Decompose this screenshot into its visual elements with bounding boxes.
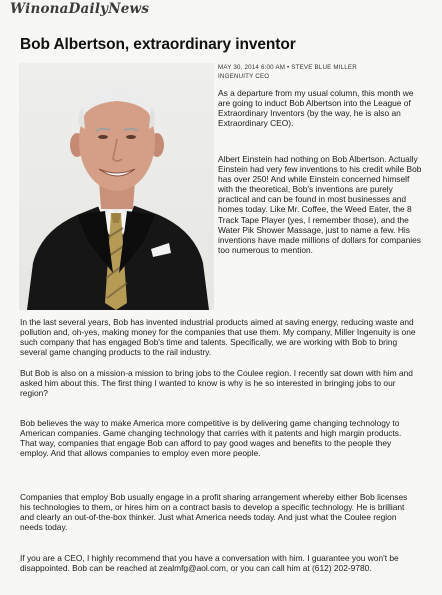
article-paragraph-contact: If you are a CEO, I highly recommend that you have a conversation with him. I guarantee you won't be disappointed. Bob can be reached at zealmfg@aol.com, or you can call him at (612) 202-9780. [20, 553, 399, 574]
article-headline: Bob Albertson, extraordinary inventor [20, 36, 296, 53]
byline-date-author: MAY 30, 2014 6:00 AM • STEVE BLUE MILLER [218, 64, 357, 71]
byline-title: INGENUITY CEO [218, 73, 270, 80]
article-paragraph-profit-sharing: Companies that employ Bob usually engage in a profit sharing arrangement whereby either Bob licenses his technologies to them, or hires him on a contract basis to develop a specific technology. He is brilliant and clearly an out-of-the-box thinker. Just what America needs today. And just what the Coulee region needs today. [20, 492, 408, 533]
article-paragraph-einstein: Albert Einstein had nothing on Bob Albertson. Actually Einstein had very few inventions to his credit while Bob has over 250! And while Einstein concerned himself with the theoretical, Bob's inventions are purely practical and can be found in most businesses and homes today. Like Mr. Coffee, the Weed Eater, the 8 Track Tape Player (yes, I remember those), and the Water Pik Shower Massage, just to name a few. His inventions have made millions of dollars for companies too numerous to mention. [218, 154, 422, 255]
article-paragraph-intro: As a departure from my usual column, this month we are going to induct Bob Albertson into the League of Extraordinary Inventors (by the way, he is also an Extraordinary CEO). [218, 88, 414, 129]
portrait-illustration [19, 63, 214, 310]
article-paragraph-mission: But Bob is also on a mission-a mission to bring jobs to the Coulee region. I recently sat down with him and asked him about this. The first thing I wanted to know is why is he so interested in bringing jobs to our region? [20, 368, 413, 399]
article-paragraph-industrial-products: In the last several years, Bob has invented industrial products aimed at saving energy, reducing waste and pollution and, oh-yes, making money for the companies that use them. My company, Miller Ingenuity is one such company that has engaged Bob's time and talents. Specifically, we are working with Bob to bring several game changing products to the rail industry. [20, 317, 416, 358]
author-portrait-photo [19, 63, 214, 310]
article-byline [218, 63, 357, 81]
newspaper-masthead: WinonaDailyNews [10, 0, 150, 18]
article-paragraph-competitiveness: Bob believes the way to make America more competitive is by delivering game changing technology to American companies. Game changing technology that carries with it patents and high margin products. That way, companies that engage Bob can afford to pay good wages and benefits to the people they employ. And that allows companies to employ even more people. [20, 418, 402, 459]
